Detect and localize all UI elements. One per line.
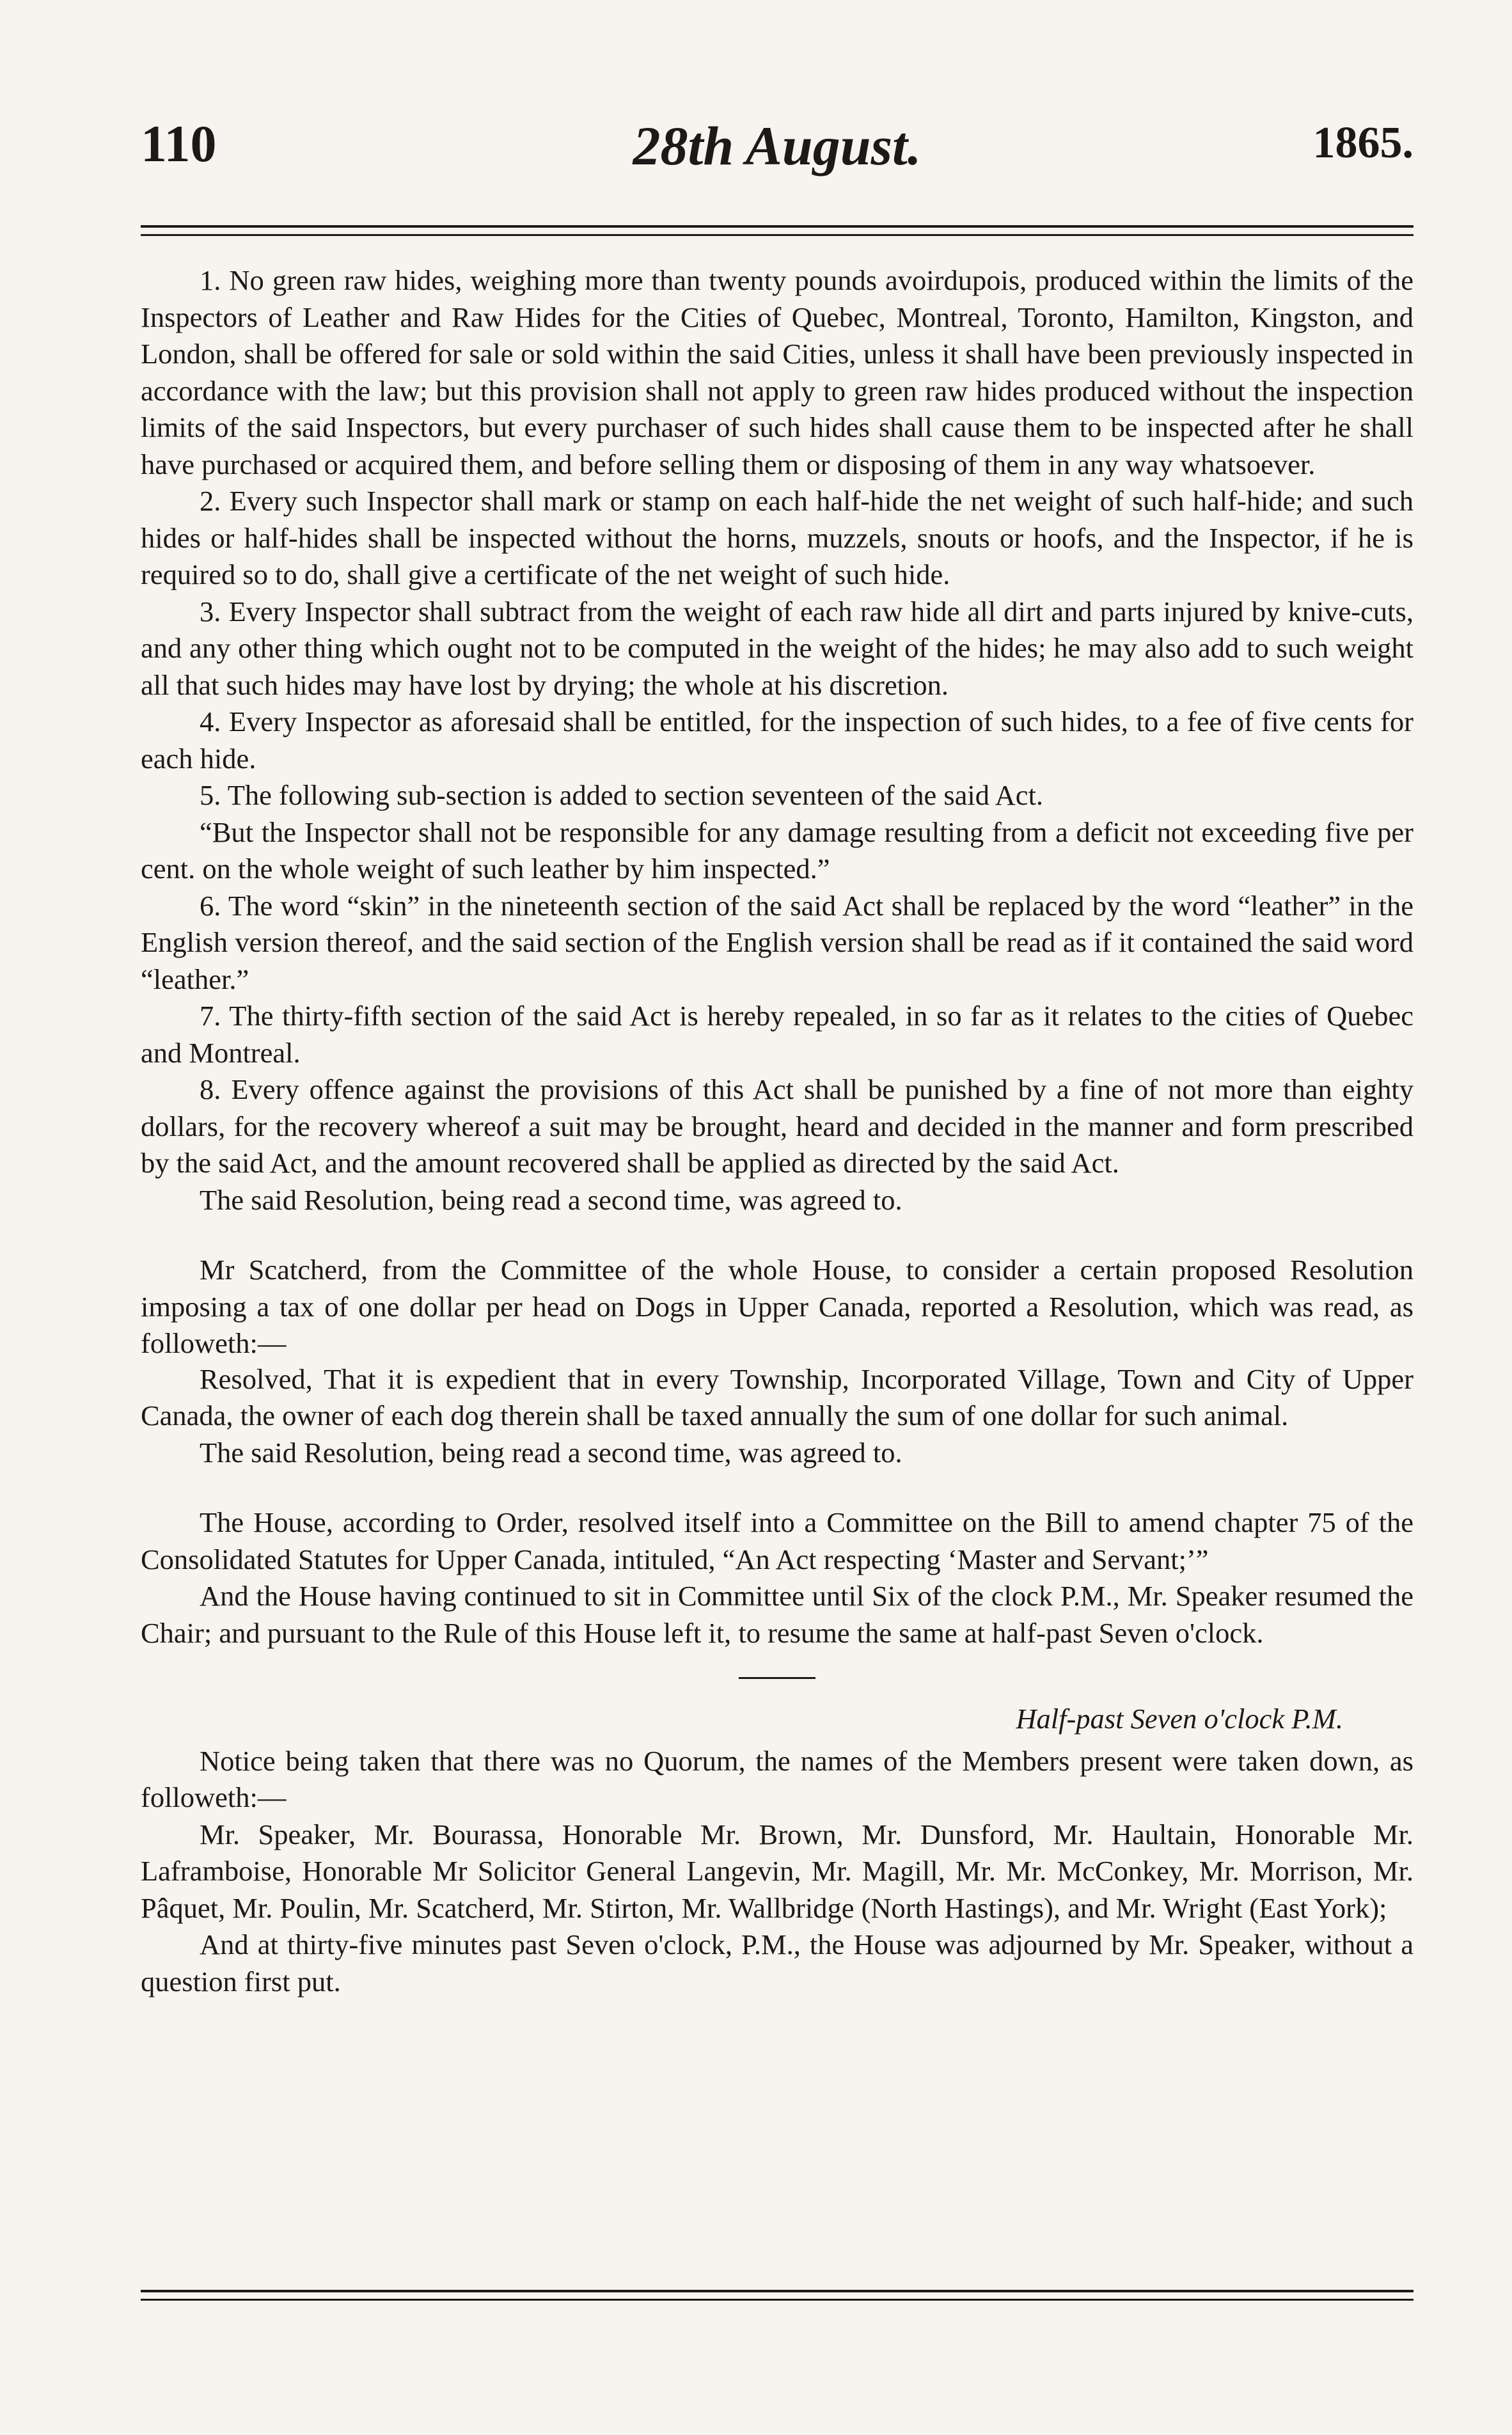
resolution-agreed-2: The said Resolution, being read a second time, was agreed to.: [200, 1436, 902, 1469]
body-text: [141, 262, 1414, 2000]
hides-section-6: 6. The word “skin” in the nineteenth section of the said Act shall be replaced by the word “leather” in the English version thereof, and the said section of the English version shall be read as if it contained the said word “leather.”: [141, 889, 1414, 995]
paragraph-gap: [141, 1471, 1414, 1504]
paragraph-gap: [141, 1218, 1414, 1252]
hides-section-1: 1. No green raw hides, weighing more than twenty pounds avoirdupois, produced within the limits of the Inspectors of Leather and Raw Hides for the Cities of Quebec, Montreal, Toronto, Hamilton, Kingston, and London, shall be offered for sale or sold within the said Cities, unless it shall have been previously inspected in accordance with the law; but this provision shall not apply to green raw hides produced without the inspection limits of the said Inspectors, but every purchaser of such hides shall cause them to be inspected after he shall have purchased or acquired them, and before selling them or disposing of them in any way whatsoever.: [141, 264, 1414, 480]
page-date: 28th August.: [633, 115, 922, 177]
dog-tax-resolution: Resolved, That it is expedient that in every Township, Incorporated Village, Town and City of Upper Canada, the owner of each dog therein shall be taxed annually the sum of one dollar for such animal.: [141, 1362, 1414, 1431]
master-servant-committee: The House, according to Order, resolved itself into a Committee on the Bill to amend chapter 75 of the Consolidated Statutes for Upper Canada, intituled, “An Act respecting ‘Master and Servant;’”: [141, 1506, 1414, 1575]
dog-tax-report: Mr Scatcherd, from the Committee of the whole House, to consider a certain proposed Resolution imposing a tax of one dollar per head on Dogs in Upper Canada, reported a Resolution, which was read, as followeth:—: [141, 1254, 1414, 1359]
house-adjourned: And at thirty-five minutes past Seven o'clock, P.M., the House was adjourned by Mr. Speaker, without a question first put.: [141, 1928, 1414, 1998]
hides-section-3: 3. Every Inspector shall subtract from the weight of each raw hide all dirt and parts injured by knive-cuts, and any other thing which ought not to be computed in the weight of the hides; he may also add to such weight all that such hides may have lost by drying; the whole at his discretion.: [141, 595, 1414, 701]
section-divider: [739, 1677, 815, 1679]
hides-section-7: 7. The thirty-fifth section of the said Act is hereby repealed, in so far as it relates to the cities of Quebec and Montreal.: [141, 1000, 1414, 1069]
time-heading: Half-past Seven o'clock P.M.: [1016, 1703, 1343, 1735]
hides-section-5-quote: “But the Inspector shall not be responsible for any damage resulting from a deficit not exceeding five per cent. on the whole weight of such leather by him inspected.”: [141, 816, 1414, 885]
hides-section-5: 5. The following sub-section is added to section seventeen of the said Act.: [200, 779, 1044, 811]
hides-section-8: 8. Every offence against the provisions of this Act shall be punished by a fine of not more than eighty dollars, for the recovery whereof a suit may be brought, heard and decided in the manner and form prescribed by the said Act, and the amount recovered shall be applied as directed by the said Act.: [141, 1073, 1414, 1179]
hides-section-2: 2. Every such Inspector shall mark or stamp on each half-hide the net weight of such half-hide; and such hides or half-hides shall be inspected without the horns, muzzels, snouts or hoofs, and the Inspector, if he is required so to do, shall give a certificate of the net weight of such hide.: [141, 485, 1414, 590]
footer-rule: [141, 2290, 1414, 2301]
page-number: 110: [141, 114, 217, 173]
header-rule: [141, 225, 1414, 236]
speaker-resumed-chair: And the House having continued to sit in Committee until Six of the clock P.M., Mr. Speaker resumed the Chair; and pursuant to the Rule of this House left it, to resume the same at half-past Seven o'clock.: [141, 1580, 1414, 1649]
resolution-agreed-1: The said Resolution, being read a second time, was agreed to.: [200, 1183, 902, 1216]
hides-section-4: 4. Every Inspector as aforesaid shall be entitled, for the inspection of such hides, to a fee of five cents for each hide.: [141, 705, 1414, 775]
page-year: 1865.: [1312, 118, 1414, 168]
members-present-list: Mr. Speaker, Mr. Bourassa, Honorable Mr. Brown, Mr. Dunsford, Mr. Haultain, Honorable Mr. Laframboise, Honorable Mr Solicitor General Langevin, Mr. Magill, Mr. Mr. McConkey, Mr. Morrison, Mr. Pâquet, Mr. Poulin, Mr. Scatcherd, Mr. Stirton, Mr. Wallbridge (North Hastings), and Mr. Wright (East York);: [141, 1818, 1414, 1924]
page-header: [141, 114, 1414, 191]
quorum-notice: Notice being taken that there was no Quorum, the names of the Members present were taken down, as followeth:—: [141, 1744, 1414, 1813]
